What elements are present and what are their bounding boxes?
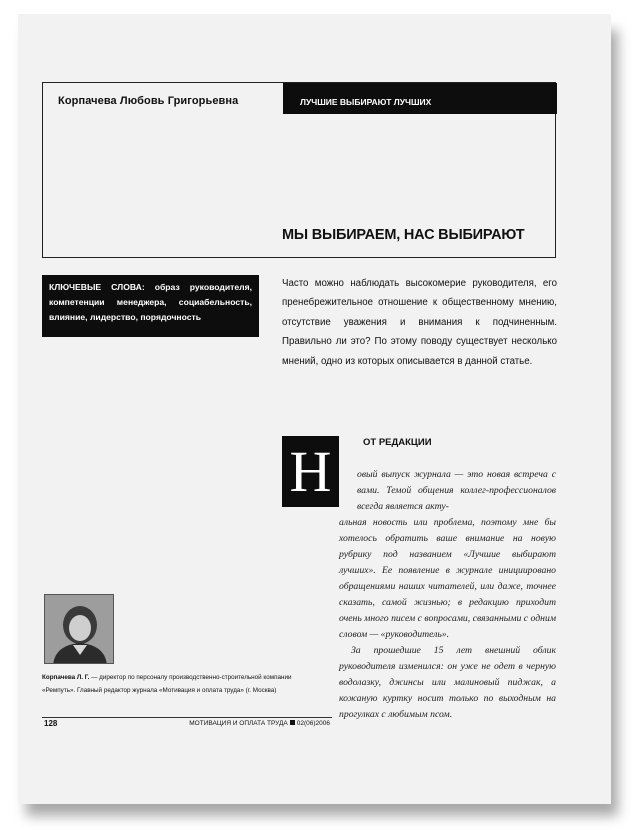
caption-text: — директор по персоналу производственно-строительной компании «Ремпуть». Главный редактор журнала «Мотивация и оплата труда» (г. Москва) (42, 674, 292, 694)
journal-info (189, 720, 330, 727)
rubric-banner (283, 83, 557, 114)
editorial-text-top (357, 467, 556, 515)
page-number: 128 (44, 719, 58, 728)
author-photo (44, 594, 114, 664)
rubric-label: ЛУЧШИЕ ВЫБИРАЮТ ЛУЧШИХ (300, 97, 432, 107)
editorial-label: ОТ РЕДАКЦИИ (363, 437, 432, 448)
keywords-box (42, 275, 259, 337)
article-title: МЫ ВЫБИРАЕМ, НАС ВЫБИРАЮТ (282, 227, 525, 243)
lead-paragraph: Часто можно наблюдать высокомерие руководителя, его пренебрежительное отношение к общественному мнению, отсутствие уважения и внимания к подчиненным. Правильно ли это? По этому поводу существует несколько мнений, одно из которых описывается в данной статье. (282, 278, 557, 367)
caption-name: Корпачева Л. Г. (42, 674, 90, 681)
author-caption (42, 671, 322, 697)
journal-title: МОТИВАЦИЯ И ОПЛАТА ТРУДА (189, 720, 288, 727)
editorial-text-body (339, 515, 556, 723)
page-footer (42, 718, 332, 730)
issue-number: 02(06)2006 (296, 720, 330, 727)
author-name: Корпачева Любовь Григорьевна (58, 95, 239, 107)
editorial-p1-rest: альная новость или проблема, поэтому мне бы хотелось обратить ваше внимание на новую рубрику под названием «Лучшие выбирают лучших». Ее появление в журнале инициировано обращениями наших читателей, или даже, точнее сказать, самой жизнью; в редакцию приходит очень много писем с вопросами, связанными с одним словом — «руководитель». (339, 517, 556, 640)
editorial-p2: За прошедшие 15 лет внешний облик руководителя изменился: он уже не одет в черную водолазку, джинсы или малиновый пиджак, а кожаную куртку носит только по выходным на прогулках с любимым псом. (339, 645, 556, 720)
keywords-text: КЛЮЧЕВЫЕ СЛОВА: образ руководителя, компетенции менеджера, социабельность, влияние, лидерство, порядочность (49, 282, 252, 322)
square-separator-icon (290, 720, 295, 725)
drop-cap: Н (282, 436, 339, 507)
editorial-p1-start: овый выпуск журнала — это новая встреча с вами. Темой общения коллег-профессионалов всегда является акту- (357, 469, 556, 512)
